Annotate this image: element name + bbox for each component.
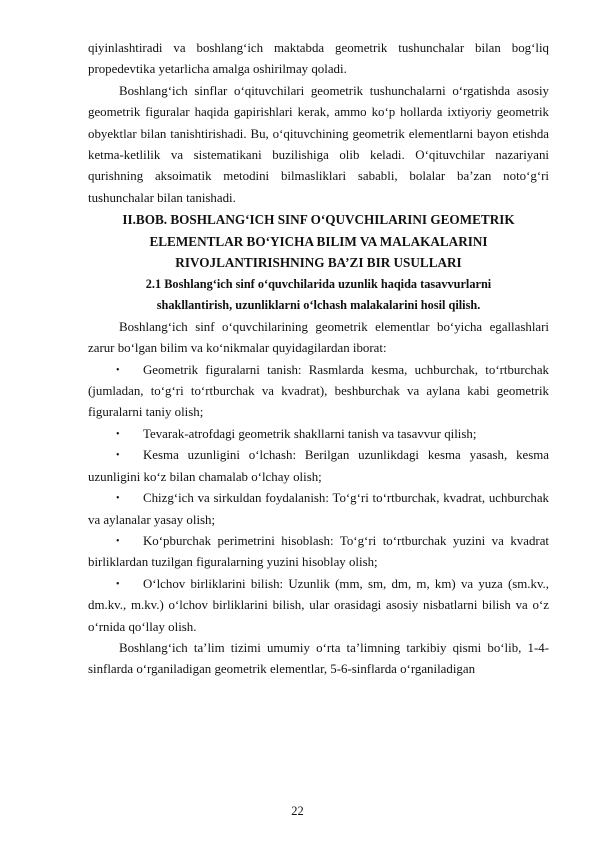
list-item <box>88 488 549 531</box>
bullet-icon: • <box>116 450 120 462</box>
paragraph-continuation: qiyinlashtiradi va boshlang‘ich maktabda geometrik tushunchalar bilan bog‘liq propedevtika yetarlicha amalga oshirilmay qoladi. <box>88 41 549 77</box>
list-item-text: Chizg‘ich va sirkuldan foydalanish: To‘g‘ri to‘rtburchak, kvadrat, uchburchak va aylanalar yasay olish; <box>88 491 549 527</box>
bullet-icon: • <box>116 535 120 547</box>
skills-list <box>88 360 549 638</box>
page-number: 22 <box>291 804 304 818</box>
list-item-text: Ko‘pburchak perimetrini hisoblash: To‘g‘ri to‘rtburchak yuzini va kvadrat birliklardan tuzilgan figuralarning yuzini hisoblay olish; <box>88 533 549 570</box>
paragraph-intro: Boshlang‘ich sinf o‘quvchilarining geometrik elementlar bo‘yicha egallashlari zarur bo‘lgan bilim va ko‘nikmalar quyidagilardan iborat: <box>88 319 549 356</box>
list-item-text: Kesma uzunligini o‘lchash: Berilgan uzunlikdagi kesma yasash, kesma uzunligini ko‘z bilan chamalab o‘lchay olish; <box>88 448 549 484</box>
list-item <box>88 360 549 424</box>
list-item <box>88 574 549 638</box>
bullet-icon: • <box>116 493 120 505</box>
section-heading: 2.1 Boshlang‘ich sinf o‘quvchilarida uzunlik haqida tasavvurlarni shakllantirish, uzunliklarni o‘lchash malakalarini hosil qilish. <box>145 277 492 313</box>
document-page <box>88 38 549 681</box>
bullet-icon: • <box>116 578 120 590</box>
list-item-text: Geometrik figuralarni tanish: Rasmlarda kesma, uchburchak, to‘rtburchak (jumladan, to‘g‘ri to‘rtburchak va kvadrat), beshburchak va aylana kabi geometrik figuralarni taniy olish; <box>88 362 549 420</box>
list-item <box>88 424 549 445</box>
chapter-heading: II.BOB. BOSHLANG‘ICH SINF O‘QUVCHILARINI GEOMETRIK ELEMENTLAR BO‘YICHA BILIM VA MALAKALARINI RIVOJLANTIRISHNING BA’ZI BIR USULLARI <box>122 212 515 271</box>
list-item <box>88 445 549 488</box>
paragraph-closing: Boshlang‘ich ta’lim tizimi umumiy o‘rta ta’limning tarkibiy qismi bo‘lib, 1-4-sinflarda o‘rganiladigan geometrik elementlar, 5-6-sinflarda o‘rganiladigan <box>88 640 549 677</box>
paragraph-teachers: Boshlang‘ich sinflar o‘qituvchilari geometrik tushunchalarni o‘rgatishda asosiy geometrik figuralar haqida gapirishlari kerak, ammo ko‘p hollarda ixtiyoriy geometrik obyektlar bilan tanishtirishadi. Bu, o‘qituvchining geometrik elementlarni bayon etishda ketma-ketlilik va sistematikani buzilishiga olib keladi. O‘qituvchilar nazariyani qurishning aksoimatik metodini bilmasliklari sababli, bolalar ba’zan noto‘g‘ri tushunchalar bilan tanishadi. <box>88 83 549 205</box>
bullet-icon: • <box>116 428 120 440</box>
list-item-text: Tevarak-atrofdagi geometrik shakllarni tanish va tasavvur qilish; <box>143 426 477 441</box>
bullet-icon: • <box>116 364 120 376</box>
list-item <box>88 531 549 574</box>
list-item-text: O‘lchov birliklarini bilish: Uzunlik (mm, sm, dm, m, km) va yuza (sm.kv., dm.kv., m.kv.) o‘lchov birliklarini bilish, ular orasidagi asosiy nisbatlarni bilish va o‘z o‘rnida qo‘llay olish. <box>88 576 549 634</box>
